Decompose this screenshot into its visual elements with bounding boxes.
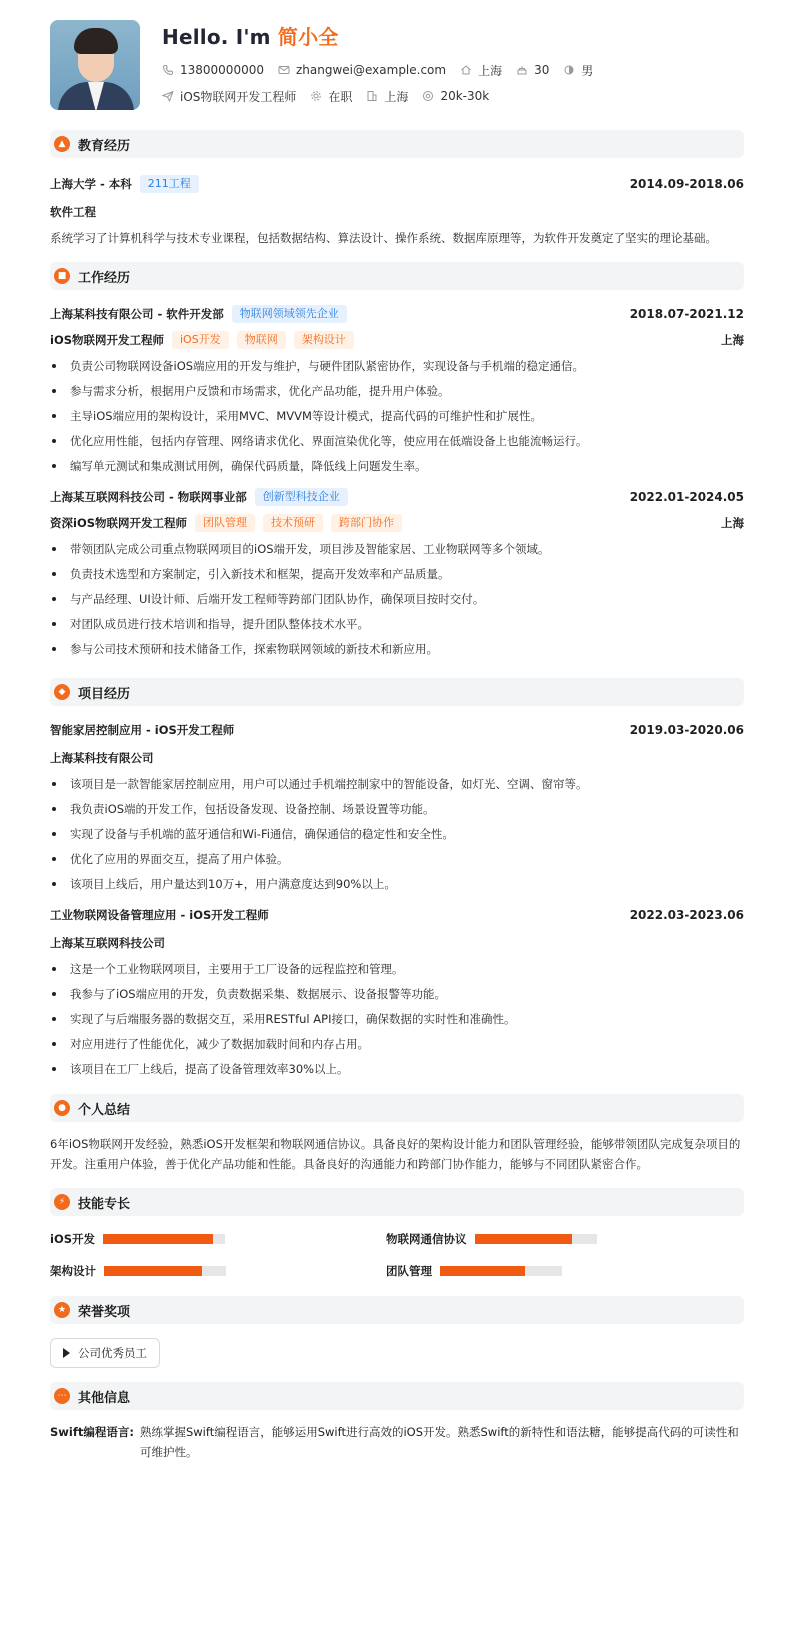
expand-triangle-icon: [63, 1348, 70, 1358]
info-icon: ⋯: [54, 1388, 70, 1404]
education-description: 系统学习了计算机科学与技术专业课程，包括数据结构、算法设计、操作系统、数据库原理等，为软件开发奠定了坚实的理论基础。: [50, 231, 717, 245]
skills-grid: [50, 1230, 744, 1280]
gender: 男: [581, 63, 594, 78]
section-work: [50, 262, 744, 290]
project-company: 上海某科技有限公司: [50, 751, 154, 765]
skill-name: 架构设计: [50, 1264, 96, 1278]
list-item: 该项目在工厂上线后，提高了设备管理效率30%以上。: [50, 1059, 744, 1084]
section-skills: [50, 1188, 744, 1216]
company-tag: 物联网领域领先企业: [232, 305, 347, 323]
section-title: 荣誉奖项: [78, 1304, 131, 1320]
city: 上海: [478, 63, 503, 78]
project-title: 工业物联网设备管理应用 - iOS开发工程师: [50, 908, 269, 922]
skill-name: 团队管理: [386, 1264, 432, 1278]
candidate-name: 简小全: [277, 25, 339, 49]
send-icon: [162, 90, 174, 102]
work-entry: [50, 487, 744, 664]
graduation-cap-icon: ▲: [54, 136, 70, 152]
list-item: 该项目上线后，用户量达到10万+，用户满意度达到90%以上。: [50, 874, 744, 899]
greeting: Hello. I'm: [162, 25, 278, 49]
skill-item: [50, 1230, 386, 1248]
skill-bar: [475, 1234, 597, 1244]
skill-fill: [104, 1266, 202, 1276]
list-item: 该项目是一款智能家居控制应用，用户可以通过手机端控制家中的智能设备，如灯光、空调、窗帘等。: [50, 774, 744, 799]
skill-tag: 架构设计: [294, 331, 354, 349]
major: 软件工程: [50, 205, 96, 219]
section-title: 教育经历: [78, 138, 131, 154]
resume-header: [50, 20, 744, 120]
award-label: 公司优秀员工: [78, 1346, 147, 1360]
building-icon: [366, 90, 378, 102]
project-company: 上海某互联网科技公司: [50, 936, 165, 950]
list-item: 实现了设备与手机端的蓝牙通信和Wi-Fi通信，确保通信的稳定性和安全性。: [50, 824, 744, 849]
section-education: [50, 130, 744, 158]
company-tag: 创新型科技企业: [255, 488, 348, 506]
list-item: 这是一个工业物联网项目，主要用于工厂设备的远程监控和管理。: [50, 959, 744, 984]
job-role: iOS物联网开发工程师: [50, 333, 164, 347]
skill-fill: [440, 1266, 525, 1276]
person-icon: ●: [54, 1100, 70, 1116]
target-city: 上海: [384, 89, 409, 104]
target-position: iOS物联网开发工程师: [180, 89, 297, 104]
settings-icon: [310, 90, 322, 102]
work-entry: [50, 304, 744, 481]
phone: 13800000000: [180, 63, 264, 77]
honors-list: [50, 1338, 744, 1368]
list-item: 负责公司物联网设备iOS端应用的开发与维护，与硬件团队紧密协作，实现设备与手机端的稳定通信。: [50, 356, 744, 381]
section-honors: [50, 1296, 744, 1324]
skill-tag: 物联网: [237, 331, 286, 349]
award-item[interactable]: [50, 1338, 160, 1368]
education-entry: [50, 174, 744, 248]
list-item: 参与需求分析，根据用户反馈和市场需求，优化产品功能，提升用户体验。: [50, 381, 744, 406]
cake-icon: [516, 64, 528, 76]
employment-status: 在职: [328, 89, 353, 104]
list-item: 带领团队完成公司重点物联网项目的iOS端开发，项目涉及智能家居、工业物联网等多个领域。: [50, 539, 744, 564]
project-date: 2022.03-2023.06: [629, 908, 744, 922]
gender-icon: [563, 64, 575, 76]
work-date: 2022.01-2024.05: [629, 490, 744, 504]
skill-tag: iOS开发: [172, 331, 229, 349]
list-item: 实现了与后端服务器的数据交互，采用RESTful API接口，确保数据的实时性和准确性。: [50, 1009, 744, 1034]
other-info: [50, 1422, 744, 1462]
skill-tag: 团队管理: [195, 514, 255, 532]
section-projects: [50, 678, 744, 706]
list-item: 负责技术选型和方案制定，引入新技术和框架，提高开发效率和产品质量。: [50, 564, 744, 589]
company-name: 上海某科技有限公司 - 软件开发部: [50, 307, 224, 321]
page-title: [162, 21, 607, 49]
list-item: 我负责iOS端的开发工作，包括设备发现、设备控制、场景设置等功能。: [50, 799, 744, 824]
lightning-icon: ⚡: [54, 1194, 70, 1210]
school-name: 上海大学 - 本科: [50, 177, 132, 191]
avatar: [50, 20, 140, 110]
project-entry: [50, 720, 744, 899]
skill-name: 物联网通信协议: [386, 1232, 467, 1246]
company-name: 上海某互联网科技公司 - 物联网事业部: [50, 490, 247, 504]
skill-bar: [440, 1266, 562, 1276]
list-item: 主导iOS端应用的架构设计，采用MVC、MVVM等设计模式，提高代码的可维护性和扩展性。: [50, 406, 744, 431]
work-location: 上海: [721, 333, 744, 347]
project-entry: [50, 905, 744, 1084]
skill-name: iOS开发: [50, 1232, 96, 1246]
education-date: 2014.09-2018.06: [629, 177, 744, 191]
coin-icon: [422, 90, 434, 102]
other-label: Swift编程语言:: [50, 1425, 134, 1439]
section-other: [50, 1382, 744, 1410]
list-item: 我参与了iOS端应用的开发，负责数据采集、数据展示、设备报警等功能。: [50, 984, 744, 1009]
skill-item: [386, 1230, 706, 1248]
work-location: 上海: [721, 516, 744, 530]
list-item: 参与公司技术预研和技术储备工作，探索物联网领域的新技术和新应用。: [50, 639, 744, 664]
salary: 20k-30k: [440, 89, 490, 103]
section-title: 个人总结: [78, 1102, 131, 1118]
section-title: 工作经历: [78, 270, 131, 286]
work-date: 2018.07-2021.12: [629, 307, 744, 321]
age: 30: [534, 63, 550, 77]
job-role: 资深iOS物联网开发工程师: [50, 516, 187, 530]
list-item: 优化了应用的界面交互，提高了用户体验。: [50, 849, 744, 874]
section-title: 其他信息: [78, 1390, 131, 1406]
trophy-icon: ★: [54, 1302, 70, 1318]
skill-fill: [103, 1234, 213, 1244]
project-date: 2019.03-2020.06: [629, 723, 744, 737]
email: zhangwei@example.com: [295, 63, 447, 77]
skill-item: [50, 1262, 386, 1280]
summary-text: 6年iOS物联网开发经验，熟悉iOS开发框架和物联网通信协议。具备良好的架构设计能力和团队管理经验，能够带领团队完成复杂项目的开发。注重用户体验，善于优化产品功能和性能。具备良好的沟通能力和跨部门协作能力，能够与不同团队紧密合作。: [50, 1137, 741, 1171]
email-icon: [278, 64, 290, 76]
project-title: 智能家居控制应用 - iOS开发工程师: [50, 723, 235, 737]
list-item: 与产品经理、UI设计师、后端开发工程师等跨部门团队协作，确保项目按时交付。: [50, 589, 744, 614]
skill-item: [386, 1262, 706, 1280]
home-icon: [460, 64, 472, 76]
list-item: 优化应用性能，包括内存管理、网络请求优化、界面渲染优化等，使应用在低端设备上也能流畅运行。: [50, 431, 744, 456]
briefcase-icon: ■: [54, 268, 70, 284]
list-item: 对应用进行了性能优化，减少了数据加载时间和内存占用。: [50, 1034, 744, 1059]
phone-icon: [162, 64, 174, 76]
section-title: 技能专长: [78, 1196, 131, 1212]
other-text: 熟练掌握Swift编程语言，能够运用Swift进行高效的iOS开发。熟悉Swift的新特性和语法糖，能够提高代码的可读性和可维护性。: [139, 1425, 739, 1459]
section-title: 项目经历: [78, 686, 131, 702]
skill-tag: 技术预研: [263, 514, 323, 532]
list-item: 编写单元测试和集成测试用例，确保代码质量，降低线上问题发生率。: [50, 456, 744, 481]
skill-fill: [475, 1234, 573, 1244]
skill-bar: [104, 1266, 226, 1276]
skill-tag: 跨部门协作: [331, 514, 402, 532]
list-item: 对团队成员进行技术培训和指导，提升团队整体技术水平。: [50, 614, 744, 639]
project-icon: ◆: [54, 684, 70, 700]
section-summary: [50, 1094, 744, 1122]
skill-bar: [103, 1234, 225, 1244]
school-tag: 211工程: [140, 175, 199, 193]
